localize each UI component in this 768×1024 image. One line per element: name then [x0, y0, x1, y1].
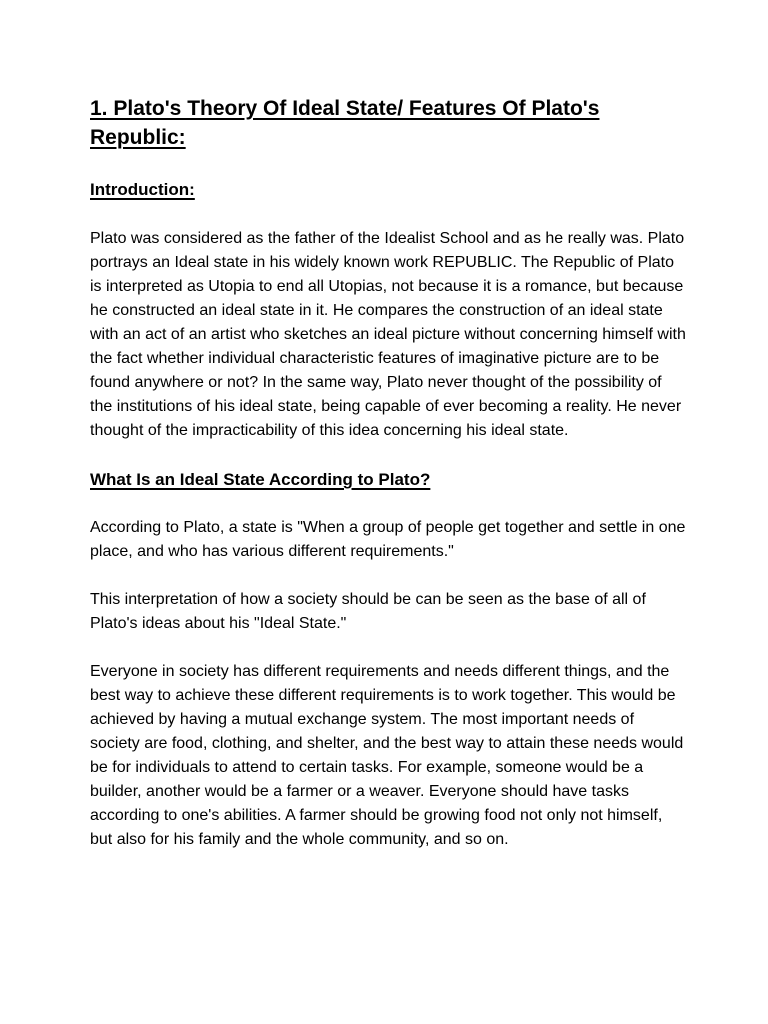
- section-heading-ideal-state: What Is an Ideal State According to Plato?: [90, 470, 431, 489]
- section-heading-introduction: Introduction:: [90, 180, 195, 199]
- paragraph: Everyone in society has different requirements and needs different things, and the best way to achieve these different requirements is to work together. This would be achieved by having a mutual exchange system. The most important needs of society are food, clothing, and shelter, and the best way to attain these needs would be for individuals to attend to certain tasks. For example, someone would be a builder, another would be a farmer or a weaver. Everyone should have tasks according to one's abilities. A farmer should be growing food not only not himself, but also for his family and the whole community, and so on.: [90, 663, 684, 848]
- paragraph: This interpretation of how a society should be can be seen as the base of all of Plato's ideas about his "Ideal State.": [90, 591, 646, 632]
- paragraph: According to Plato, a state is "When a group of people get together and settle in one place, and who has various different requirements.": [90, 519, 686, 560]
- document-body: [90, 94, 686, 852]
- document-title: 1. Plato's Theory Of Ideal State/ Features Of Plato's Republic:: [90, 97, 600, 149]
- paragraph: Plato was considered as the father of the Idealist School and as he really was. Plato portrays an Ideal state in his widely known work REPUBLIC. The Republic of Plato is interpreted as Utopia to end all Utopias, not because it is a romance, but because he constructed an ideal state in it. He compares the construction of an ideal state with an act of an artist who sketches an ideal picture without concerning himself with the fact whether individual characteristic features of imaginative picture are to be found anywhere or not? In the same way, Plato never thought of the possibility of the institutions of his ideal state, being capable of ever becoming a reality. He never thought of the impracticability of this idea concerning his ideal state.: [90, 230, 686, 439]
